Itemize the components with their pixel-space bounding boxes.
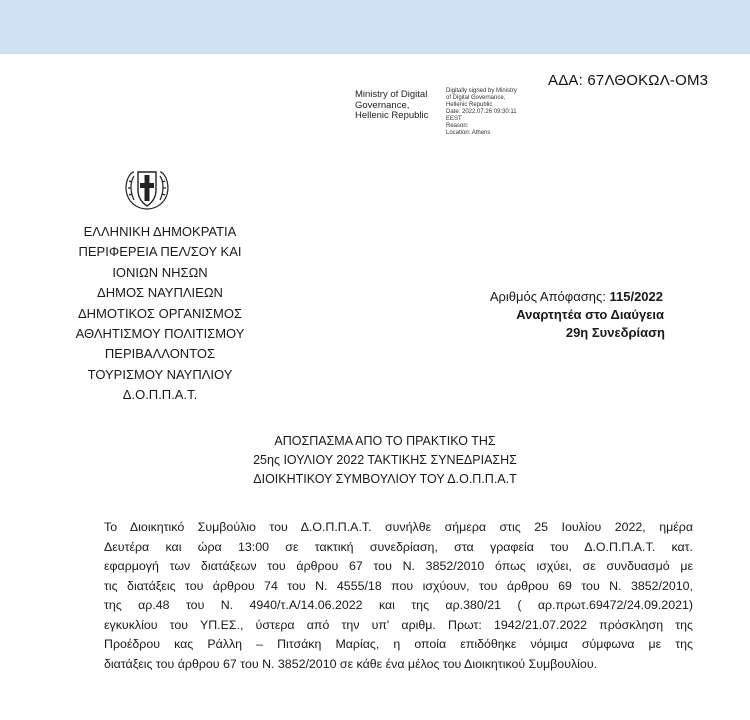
signer-line: Ministry of Digital bbox=[355, 89, 428, 100]
extract-heading bbox=[165, 432, 605, 489]
top-bar bbox=[0, 0, 750, 54]
authority-line: ΕΛΛΗΝΙΚΗ ΔΗΜΟΚΡΑΤΙΑ bbox=[83, 224, 237, 239]
authority-line: ΔΗΜΟΣ ΝΑΥΠΛΙΕΩΝ bbox=[97, 285, 223, 301]
authority-line: ΙΟΝΙΩΝ ΝΗΣΩΝ bbox=[112, 264, 208, 280]
signature-detail-line: Hellenic Republic bbox=[446, 102, 493, 108]
signature-detail-line: Digitally signed by Ministry bbox=[446, 88, 517, 94]
decision-posting: Αναρτητέα στο Διαύγεια bbox=[516, 307, 664, 322]
extract-line: 25ης ΙΟΥΛΙΟΥ 2022 ΤΑΚΤΙΚΗΣ ΣΥΝΕΔΡΙΑΣΗΣ bbox=[253, 453, 517, 467]
body-line: τις διατάξεις του άρθρου 74 του Ν. 4555/18 που ισχύουν, του άρθρου 69 του Ν. 3852/2010, bbox=[104, 578, 693, 593]
authority-line: ΠΕΡΙΒΑΛΛΟΝΤΟΣ bbox=[104, 346, 216, 362]
signature-details bbox=[446, 88, 517, 137]
decision-number-row bbox=[420, 288, 665, 306]
body-line: Δευτέρα και ώρα 13:00 σε τακτική συνεδρίαση, στα γραφεία του Δ.Ο.Π.Π.Α.Τ. κατ. bbox=[104, 539, 693, 554]
decision-number: 115/2022 bbox=[609, 289, 663, 304]
body-line: εφαρμογή των διατάξεων του άρθρου 67 του Ν. 3852/2010 όπως ισχύει, σε συνδυασμό με bbox=[104, 559, 693, 573]
authority-line: ΠΕΡΙΦΕΡΕΙΑ ΠΕΛ/ΣΟΥ ΚΑΙ bbox=[78, 244, 242, 260]
signer-line: Hellenic Republic bbox=[355, 110, 429, 121]
decision-number-label: Αριθμός Απόφασης: bbox=[489, 289, 606, 304]
decision-block bbox=[420, 288, 665, 342]
decision-session: 29η Συνεδρίαση bbox=[565, 325, 665, 340]
body-line: της αρ.48 του Ν. 4940/τ.Α/14.06.2022 και της αρ.380/21 ( αρ.πρωτ.69472/24.09.2021) bbox=[104, 598, 693, 612]
body-line: διατάξεις του άρθρου 67 του Ν. 3852/2010 σε κάθε ένα μέλος του Διοικητικού Συμβουλίου. bbox=[104, 656, 598, 671]
issuing-authority bbox=[40, 222, 280, 406]
authority-line: ΔΗΜΟΤΙΚΟΣ ΟΡΓΑΝΙΣΜΟΣ bbox=[77, 305, 243, 321]
authority-line: ΤΟΥΡΙΣΜΟΥ ΝΑΥΠΛΙΟΥ bbox=[87, 366, 233, 382]
body-line: εγκυκλίου του ΥΠ.ΕΣ., ύστερα από την υπ' αριθμ. Πρωτ: 1942/21.07.2022 πρόσκληση της bbox=[104, 617, 693, 632]
signature-detail-line: Location: Athens bbox=[446, 130, 491, 136]
authority-line: ΑΘΛΗΤΙΣΜΟΥ ΠΟΛΙΤΙΣΜΟΥ bbox=[75, 326, 245, 342]
signature-detail-line: EEST bbox=[446, 116, 462, 122]
greek-coat-of-arms-icon bbox=[118, 166, 176, 214]
body-line: Το Διοικητικό Συμβούλιο του Δ.Ο.Π.Π.Α.Τ. συνήλθε σήμερα στις 25 Ιουλίου 2022, ημέρα bbox=[104, 520, 693, 534]
body-paragraph bbox=[104, 518, 693, 674]
authority-line: Δ.Ο.Π.Π.Α.Τ. bbox=[122, 387, 198, 403]
signature-detail-line: Date: 2022.07.26 09:30:11 bbox=[446, 109, 517, 115]
body-line: Προέδρου κας Ράλλη – Πιτσάκη Μαρίας, η οποία επιδόθηκε νόμιμα σύμφωνα με της bbox=[104, 637, 693, 651]
ada-code: ΑΔΑ: 67ΛΘΟΚΩΛ-ΟΜ3 bbox=[548, 72, 709, 89]
signature-detail-line: Reason: bbox=[446, 123, 469, 129]
signature-detail-line: of Digital Governance, bbox=[446, 95, 506, 101]
signer-line: Governance, bbox=[355, 99, 410, 111]
extract-line: ΔΙΟΙΚΗΤΙΚΟΥ ΣΥΜΒΟΥΛΙΟΥ ΤΟΥ Δ.Ο.Π.Π.Α.Τ bbox=[253, 472, 517, 486]
extract-line: ΑΠΟΣΠΑΣΜΑ ΑΠΟ ΤΟ ΠΡΑΚΤΙΚΟ ΤΗΣ bbox=[274, 434, 496, 448]
signature-signer bbox=[355, 90, 428, 122]
